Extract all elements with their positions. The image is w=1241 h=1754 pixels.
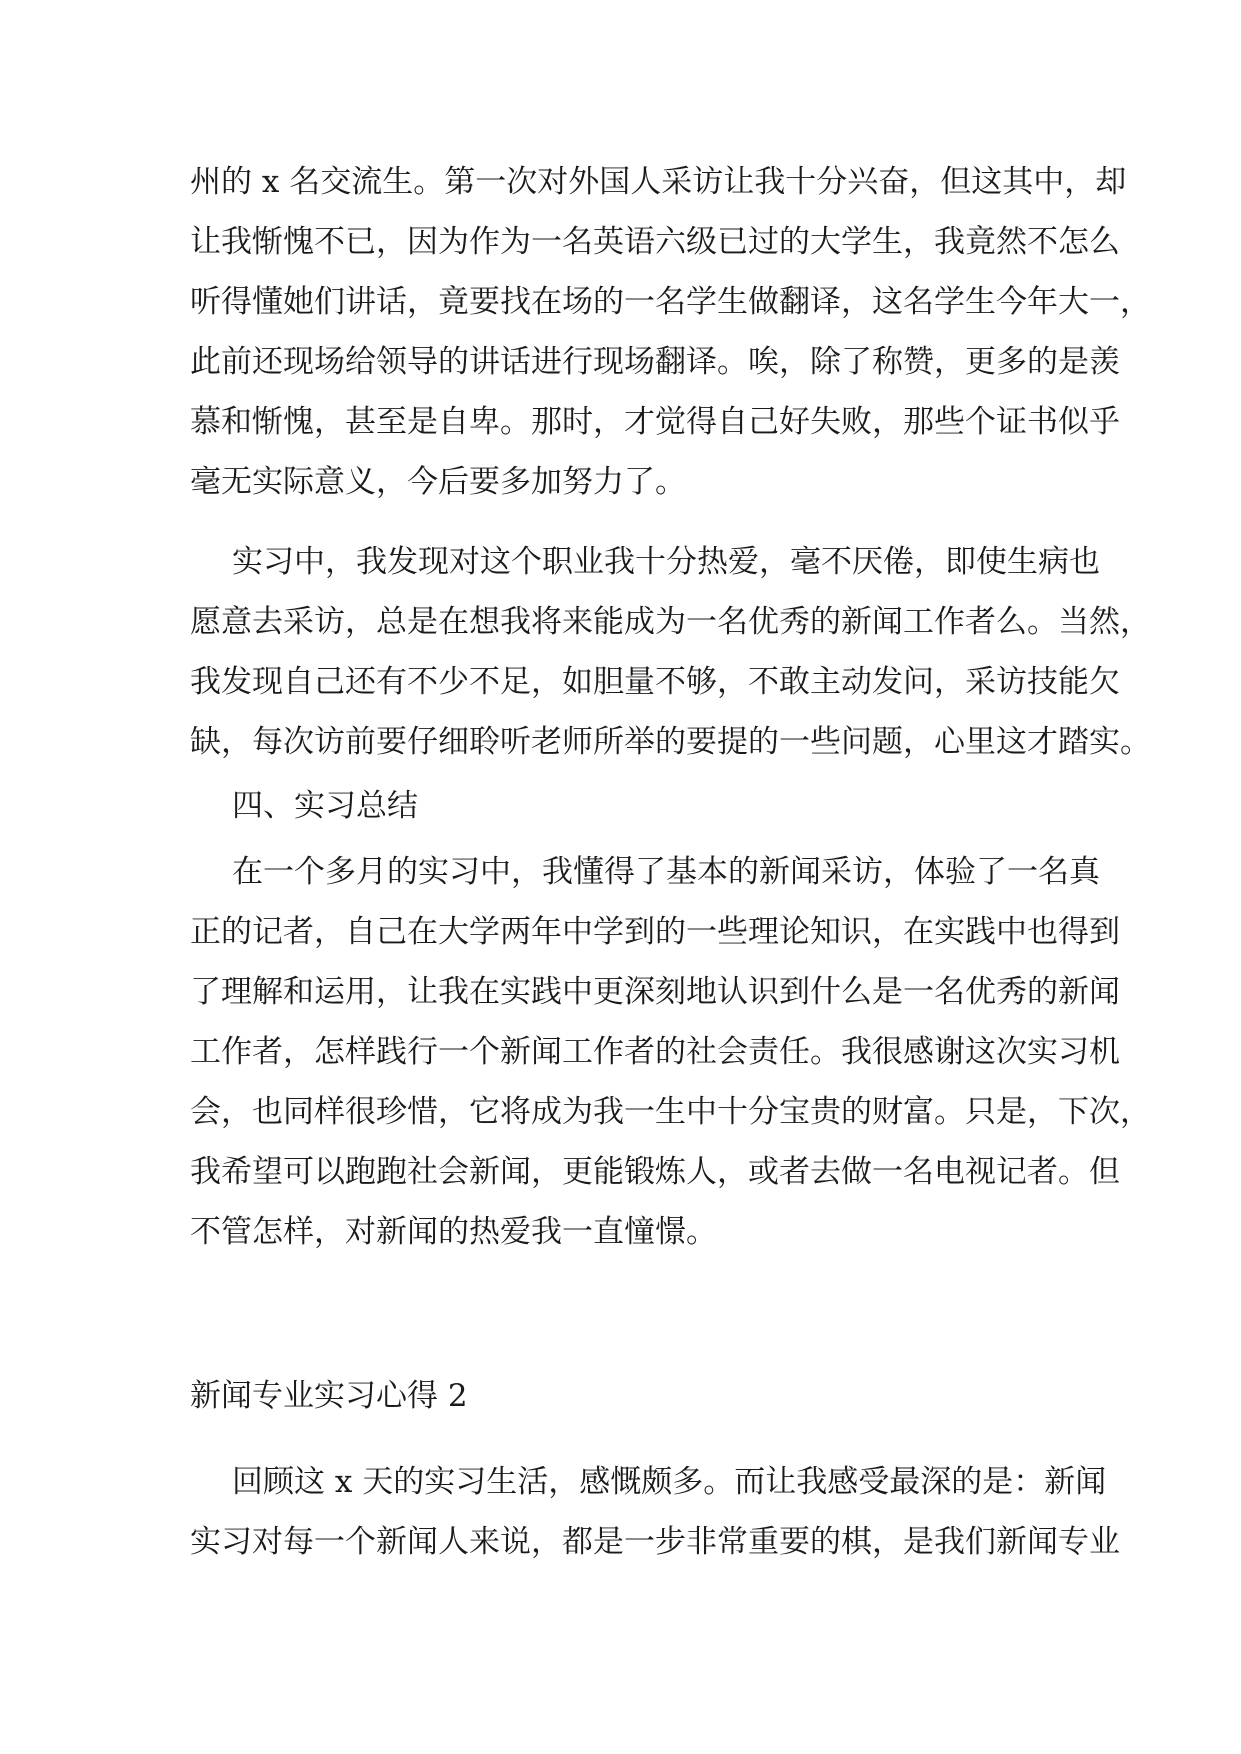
paragraph-first-line: 在一个多月的实习中，我懂得了基本的新闻采访，体验了一名真 xyxy=(232,854,1100,890)
text-line: 愿意去采访，总是在想我将来能成为一名优秀的新闻工作者么。当然， xyxy=(190,604,1151,640)
text-line: 工作者，怎样践行一个新闻工作者的社会责任。我很感谢这次实习机 xyxy=(190,1034,1120,1070)
text-line: 听得懂她们讲话，竟要找在场的一名学生做翻译，这名学生今年大一， xyxy=(190,284,1151,320)
text-line: 正的记者，自己在大学两年中学到的一些理论知识，在实践中也得到 xyxy=(190,914,1120,950)
text-line: 不管怎样，对新闻的热爱我一直憧憬。 xyxy=(190,1214,717,1250)
text-line: 我希望可以跑跑社会新闻，更能锻炼人，或者去做一名电视记者。但 xyxy=(190,1154,1120,1190)
section-heading: 四、实习总结 xyxy=(232,788,418,824)
text-line: 慕和惭愧，甚至是自卑。那时，才觉得自己好失败，那些个证书似乎 xyxy=(190,404,1120,440)
text-line: 缺，每次访前要仔细聆听老师所举的要提的一些问题，心里这才踏实。 xyxy=(190,724,1151,760)
paragraph-first-line: 实习中，我发现对这个职业我十分热爱，毫不厌倦，即使生病也 xyxy=(232,544,1100,580)
text-line: 会，也同样很珍惜，它将成为我一生中十分宝贵的财富。只是，下次， xyxy=(190,1094,1151,1130)
text-line: 此前还现场给领导的讲话进行现场翻译。唉，除了称赞，更多的是羡 xyxy=(190,344,1120,380)
text-line: 实习对每一个新闻人来说，都是一步非常重要的棋，是我们新闻专业 xyxy=(190,1524,1120,1560)
text-line: 让我惭愧不已，因为作为一名英语六级已过的大学生，我竟然不怎么 xyxy=(190,224,1120,260)
text-line: 毫无实际意义，今后要多加努力了。 xyxy=(190,464,686,500)
text-line: 了理解和运用，让我在实践中更深刻地认识到什么是一名优秀的新闻 xyxy=(190,974,1120,1010)
article-title: 新闻专业实习心得 2 xyxy=(190,1378,468,1414)
text-line: 我发现自己还有不少不足，如胆量不够，不敢主动发问，采访技能欠 xyxy=(190,664,1120,700)
paragraph-first-line: 回顾这 x 天的实习生活，感慨颇多。而让我感受最深的是：新闻 xyxy=(232,1464,1107,1500)
text-line: 州的 x 名交流生。第一次对外国人采访让我十分兴奋，但这其中，却 xyxy=(190,164,1127,200)
